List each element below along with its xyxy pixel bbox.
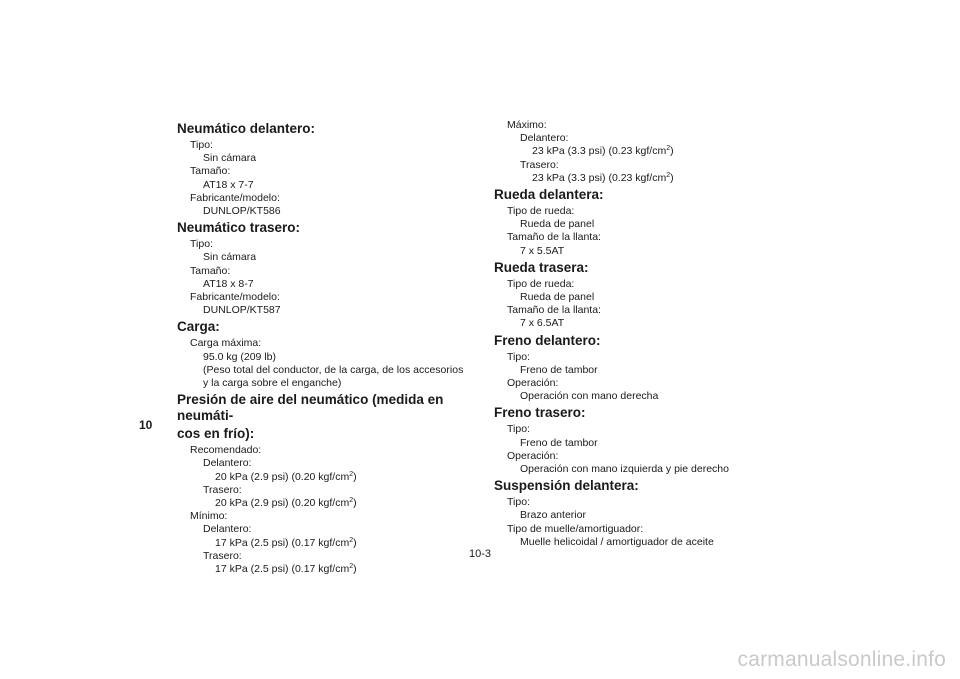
text: Rueda de panel [520, 291, 595, 304]
text: Trasero: [520, 158, 559, 171]
text: Sin cámara [203, 152, 257, 165]
spec-value [177, 205, 467, 218]
text: 20 kPa (2.9 psi) (0.20 kgf/cm [215, 470, 350, 483]
spec-value [177, 152, 467, 165]
text-tail: ) [670, 145, 674, 158]
text: Tipo: [190, 139, 213, 151]
spec-value [494, 509, 794, 522]
text-tail: ) [353, 563, 357, 576]
text: cos en frío): [177, 426, 255, 442]
text: 23 kPa (3.3 psi) (0.23 kgf/cm [532, 171, 667, 184]
section-heading [177, 392, 467, 424]
text: 17 kPa (2.5 psi) (0.17 kgf/cm [215, 536, 350, 549]
text: Tipo: [507, 496, 530, 509]
text: Fabricante/modelo: [190, 191, 280, 204]
spec-label [494, 119, 794, 132]
text: Tamaño de la llanta: [507, 304, 601, 317]
text: Neumático delantero: [177, 121, 316, 136]
spec-label [177, 444, 467, 457]
spec-value [177, 563, 467, 576]
text: Operación: [507, 377, 559, 390]
spec-value [177, 457, 467, 470]
text: AT18 x 8-7 [203, 277, 254, 290]
text: Tipo: [507, 423, 530, 436]
spec-label [177, 337, 467, 350]
spec-value [494, 390, 794, 403]
superscript: 2 [666, 171, 671, 179]
section-heading [494, 187, 794, 203]
spec-value [177, 251, 467, 264]
text: Brazo anterior [520, 509, 586, 522]
watermark: carmanualsonline.info [737, 648, 946, 671]
text: Tipo de rueda: [507, 277, 575, 290]
spec-label [494, 377, 794, 390]
text: Máximo: [507, 119, 547, 131]
spec-value [177, 471, 467, 484]
text: Operación con mano izquierda y pie derecho [520, 463, 729, 476]
spec-value [177, 523, 467, 536]
spec-label [494, 523, 794, 536]
spec-value [494, 132, 794, 145]
text-tail: ) [353, 497, 357, 510]
text: Freno de tambor [520, 436, 598, 449]
spec-label [494, 205, 794, 218]
spec-value [177, 179, 467, 192]
text: Suspensión delantera: [494, 478, 639, 494]
text: Trasero: [203, 549, 242, 562]
text: Tamaño: [190, 165, 231, 178]
page-number: 10-3 [468, 548, 492, 560]
text: Neumático trasero: [177, 220, 301, 236]
spec-label [494, 231, 794, 244]
text: 7 x 5.5AT [520, 244, 565, 257]
spec-label [177, 238, 467, 251]
text: Tipo: [190, 238, 213, 251]
text: Sin cámara [203, 251, 257, 264]
spec-label [494, 496, 794, 509]
text-tail: ) [353, 470, 357, 483]
text-tail: ) [670, 171, 674, 184]
superscript: 2 [349, 563, 354, 571]
section-heading [177, 319, 467, 335]
text: Muelle helicoidal / amortiguador de aceite [520, 535, 714, 548]
text: Tipo: [507, 350, 530, 363]
text: DUNLOP/KT586 [203, 205, 281, 218]
chapter-tab: 10 [139, 418, 153, 432]
text: AT18 x 7-7 [203, 178, 254, 191]
text-tail: ) [353, 536, 357, 549]
section-heading [494, 405, 794, 421]
superscript: 2 [349, 497, 354, 505]
section-heading [494, 333, 794, 349]
spec-label [177, 265, 467, 278]
spec-label [494, 450, 794, 463]
section-heading [494, 260, 794, 276]
text: 17 kPa (2.5 psi) (0.17 kgf/cm [215, 563, 350, 576]
spec-value [494, 364, 794, 377]
text: 20 kPa (2.9 psi) (0.20 kgf/cm [215, 497, 350, 510]
section-heading [177, 220, 467, 236]
spec-label [494, 304, 794, 317]
text: Delantero: [203, 457, 252, 470]
spec-value [494, 437, 794, 450]
spec-value [494, 172, 794, 185]
spec-label [494, 351, 794, 364]
section-heading [177, 121, 467, 137]
spec-label [177, 139, 467, 152]
spec-label [177, 165, 467, 178]
left-column [177, 119, 467, 576]
spec-value [177, 484, 467, 497]
text: Rueda de panel [520, 218, 595, 231]
spec-value [177, 304, 467, 317]
text: Carga: [177, 319, 220, 335]
spec-value [494, 291, 794, 304]
text: Operación: [507, 449, 559, 462]
section-heading [177, 426, 467, 442]
text: Rueda delantera: [494, 187, 604, 203]
spec-label [177, 291, 467, 304]
text: Freno delantero: [494, 332, 601, 348]
text: 7 x 6.5AT [520, 317, 565, 330]
spec-label [494, 423, 794, 436]
spec-label [494, 278, 794, 291]
spec-value [177, 364, 467, 390]
text: Carga máxima: [190, 337, 262, 350]
text: Tamaño de la llanta: [507, 231, 601, 244]
text: DUNLOP/KT587 [203, 304, 281, 317]
spec-label [177, 192, 467, 205]
text: Operación con mano derecha [520, 390, 659, 403]
text: Freno trasero: [494, 405, 586, 421]
spec-value [177, 278, 467, 291]
text: Delantero: [520, 132, 569, 145]
text: 23 kPa (3.3 psi) (0.23 kgf/cm [532, 145, 667, 158]
text: Mínimo: [190, 510, 228, 523]
section-heading [494, 478, 794, 494]
text: Tipo de rueda: [507, 205, 575, 218]
text: Presión de aire del neumático (medida en neumáti- [177, 392, 444, 424]
spec-value [177, 351, 467, 364]
text: Recomendado: [190, 444, 262, 457]
superscript: 2 [349, 470, 354, 478]
right-column [494, 119, 794, 549]
text: (Peso total del conductor, de la carga, de los accesorios y la carga sobre el enganche) [203, 363, 464, 390]
superscript: 2 [349, 536, 354, 544]
spec-value [494, 145, 794, 158]
text: Fabricante/modelo: [190, 291, 280, 304]
text: 95.0 kg (209 lb) [203, 350, 276, 363]
text: Delantero: [203, 523, 252, 536]
spec-value [494, 218, 794, 231]
text: Trasero: [203, 483, 242, 496]
text: Rueda trasera: [494, 259, 589, 275]
superscript: 2 [666, 145, 671, 153]
text: Freno de tambor [520, 363, 598, 376]
spec-value [494, 317, 794, 330]
spec-value [494, 159, 794, 172]
spec-value [494, 245, 794, 258]
text: Tipo de muelle/amortiguador: [507, 522, 644, 535]
spec-label [177, 510, 467, 523]
text: Tamaño: [190, 264, 231, 277]
spec-value [494, 463, 794, 476]
spec-value [177, 497, 467, 510]
